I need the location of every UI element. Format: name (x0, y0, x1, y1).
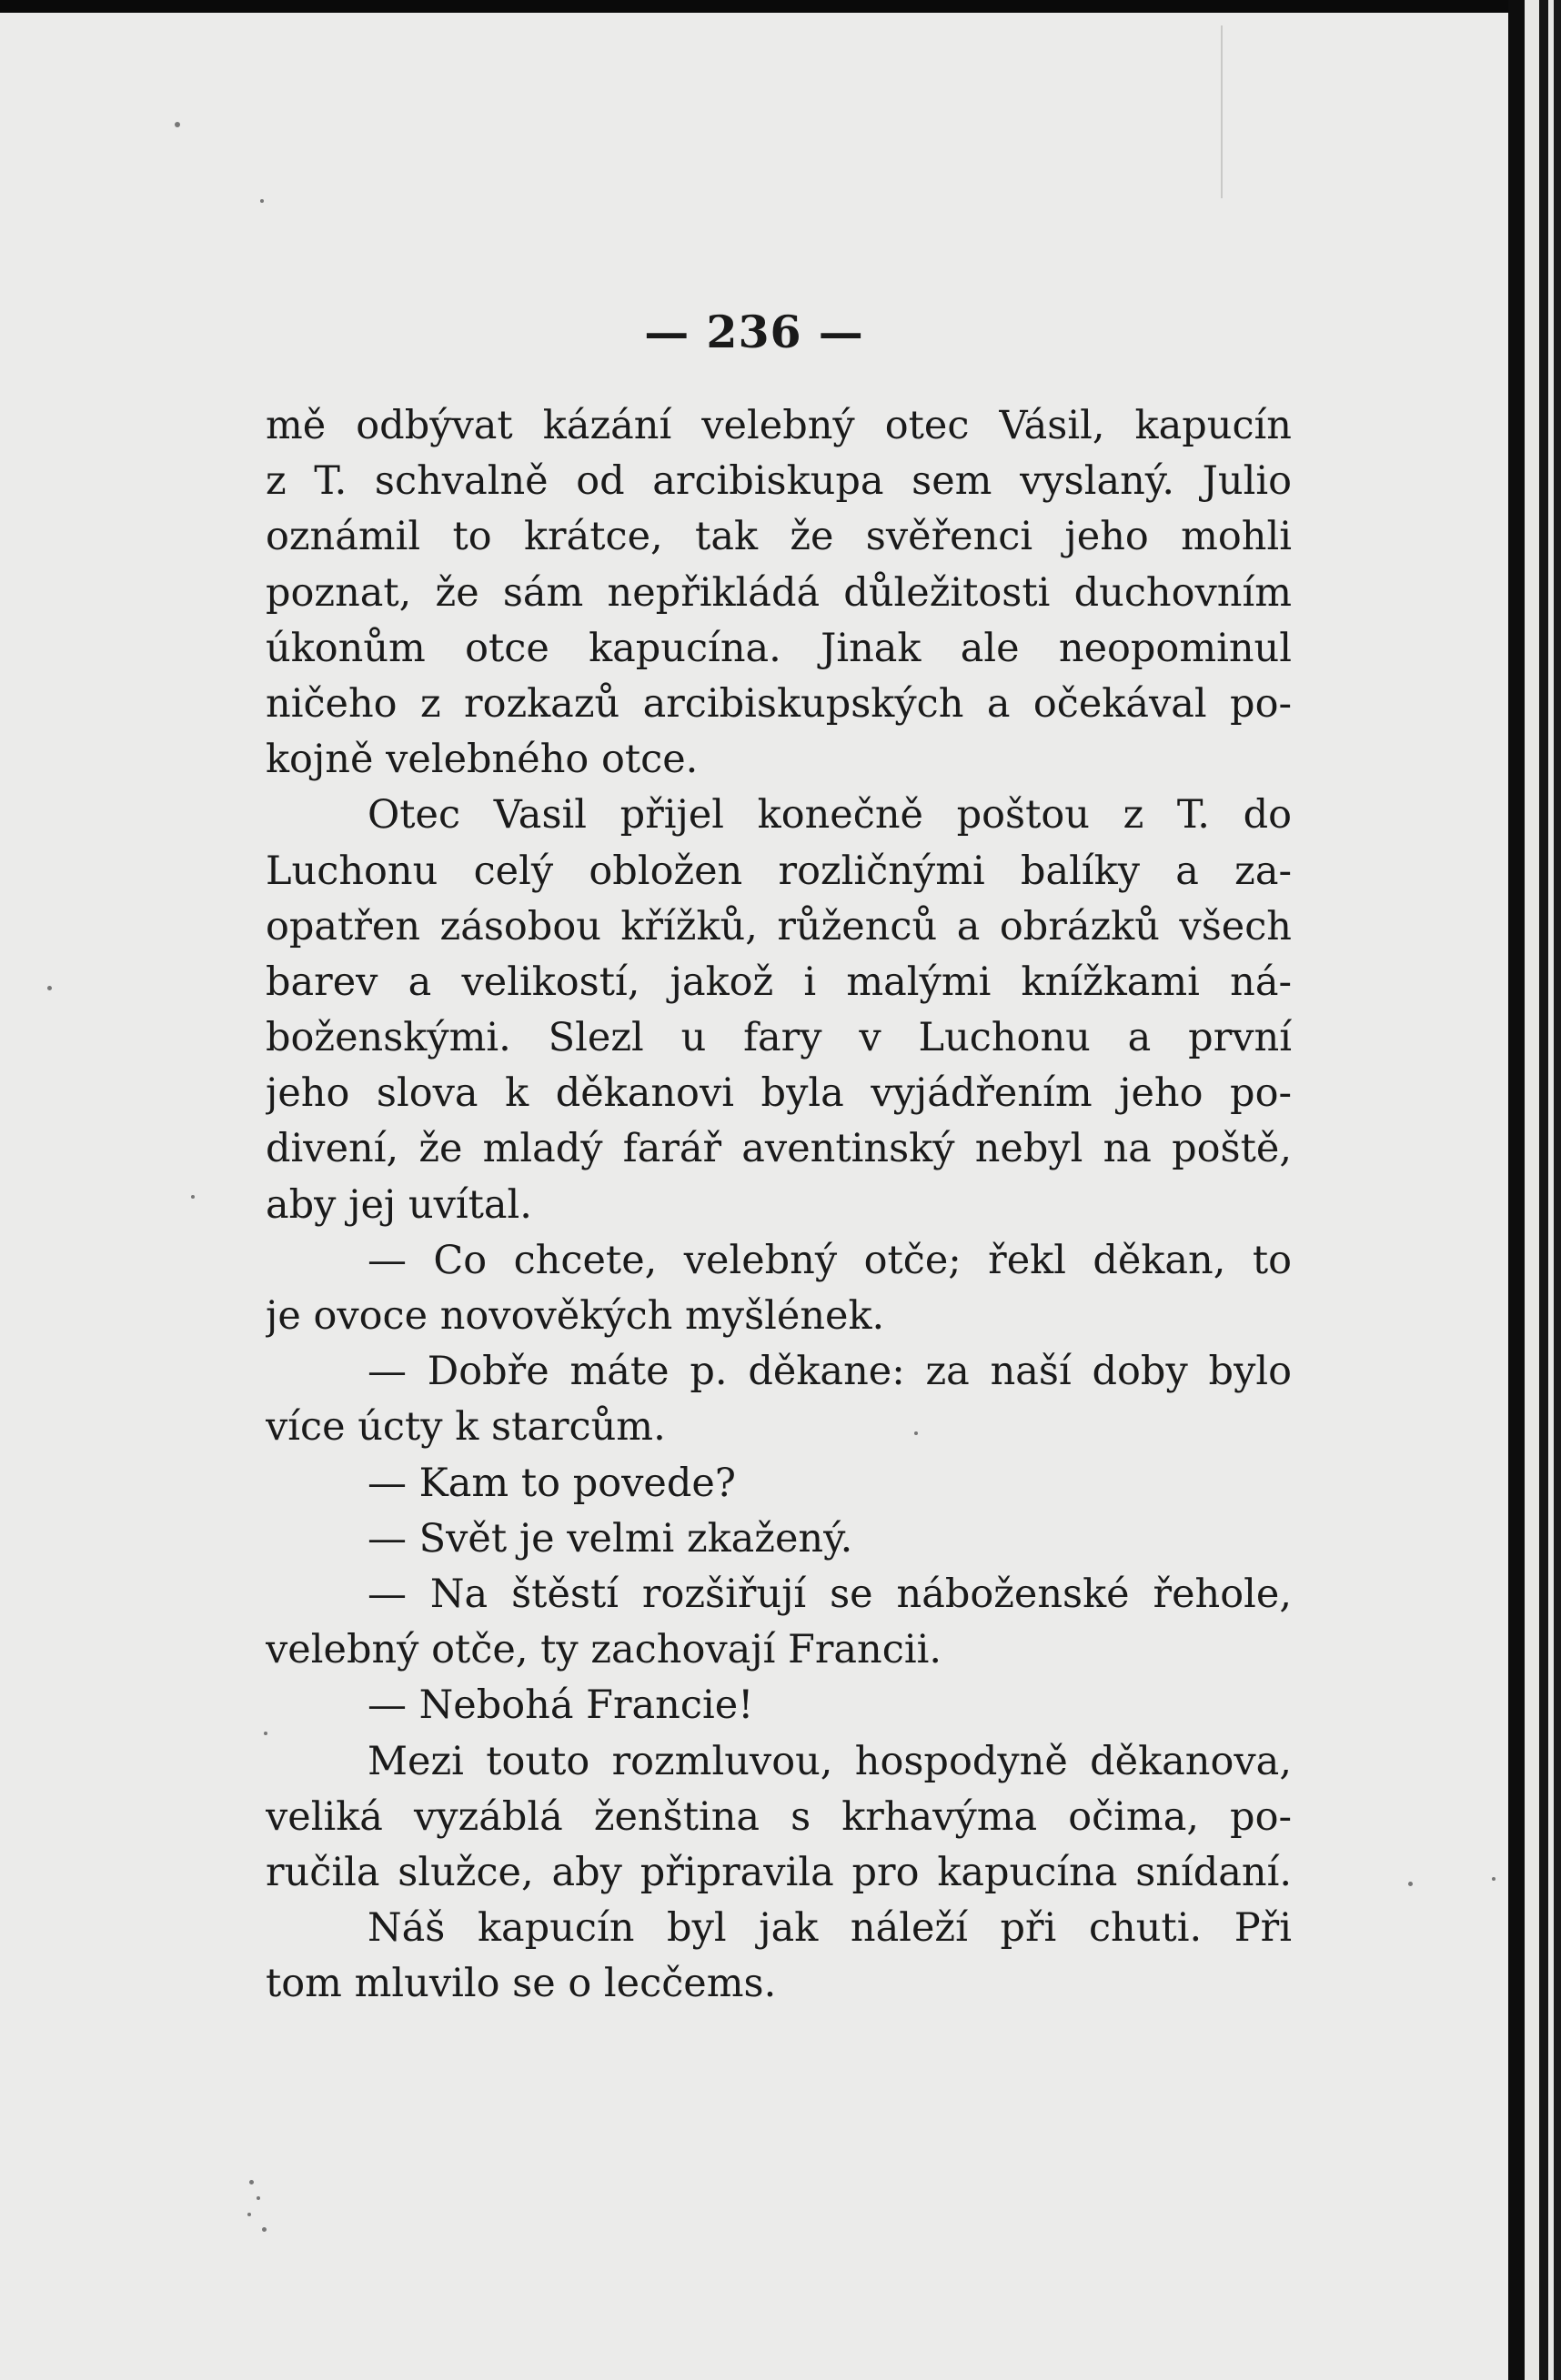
scan-speck (191, 1195, 195, 1199)
text-line: — Dobře máte p. děkane: za naší doby bylo (368, 1349, 1292, 1395)
book-page (0, 13, 1508, 2380)
scan-speck (1408, 1882, 1413, 1886)
scan-speck (264, 1732, 267, 1735)
text-line: Náš kapucín byl jak náleží při chuti. Při (368, 1905, 1292, 1952)
text-line: — Nebohá Francie! (368, 1682, 754, 1729)
text-line: Mezi touto rozmluvou, hospodyně děkanova, (368, 1738, 1292, 1784)
binding-strip (1539, 0, 1548, 2380)
text-line: veliká vyzáblá ženština s krhavýma očima, po- (266, 1793, 1292, 1840)
text-line: Luchonu celý obložen rozličnými balíky a za- (266, 848, 1292, 894)
page-number: — 236 — (644, 306, 864, 358)
text-line: — Co chcete, velebný otče; řekl děkan, to (368, 1237, 1292, 1283)
text-line: velebný otče, ty zachovají Francii. (266, 1627, 942, 1673)
binding-strip (1554, 0, 1561, 2380)
text-line: úkonům otce kapucína. Jinak ale neopominul (266, 625, 1292, 671)
text-line: jeho slova k děkanovi byla vyjádřením jeho po- (266, 1070, 1292, 1117)
page-body-text (266, 398, 1292, 2012)
scan-speck (1492, 1877, 1496, 1881)
text-line: divení, že mladý farář aventinský nebyl na poště, (266, 1126, 1292, 1172)
paper-fold-line (1221, 25, 1223, 198)
text-line: oznámil to krátce, tak že svěřenci jeho mohli (266, 514, 1292, 560)
text-line: z T. schvalně od arcibiskupa sem vyslaný. Julio (266, 458, 1292, 505)
text-line: poznat, že sám nepřikládá důležitosti duchovním (266, 569, 1292, 616)
text-line: boženskými. Slezl u fary v Luchonu a první (266, 1015, 1292, 1061)
text-line: — Na štěstí rozšiřují se náboženské řehole, (368, 1571, 1292, 1617)
text-line: více úcty k starcům. (266, 1404, 666, 1451)
text-line: mě odbývat kázání velebný otec Vásil, kapucín (266, 403, 1292, 448)
scan-speck (175, 122, 180, 127)
scan-blemish (244, 2173, 280, 2245)
text-line: Otec Vasil přijel konečně poštou z T. do (368, 792, 1292, 839)
text-line: aby jej uvítal. (266, 1181, 532, 1228)
text-line: ničeho z rozkazů arcibiskupských a očekával po- (266, 680, 1292, 727)
scan-speck (260, 199, 264, 203)
text-line: kojně velebného otce. (266, 737, 699, 783)
scan-speck (47, 986, 52, 990)
scan-speck (914, 1431, 918, 1435)
text-line: ručila služce, aby připravila pro kapucína snídaní. (266, 1849, 1292, 1895)
text-line: je ovoce novověkých myšlének. (266, 1293, 885, 1339)
binding-strip (1508, 0, 1525, 2380)
text-line: — Kam to povede? (368, 1460, 736, 1506)
text-line: opatřen zásobou křížků, růženců a obrázků všech (266, 903, 1292, 949)
text-line: tom mluvilo se o lecčems. (266, 1961, 777, 2007)
text-line: barev a velikostí, jakož i malými knížkami ná- (266, 959, 1292, 1005)
text-line: — Svět je velmi zkažený. (368, 1515, 853, 1562)
